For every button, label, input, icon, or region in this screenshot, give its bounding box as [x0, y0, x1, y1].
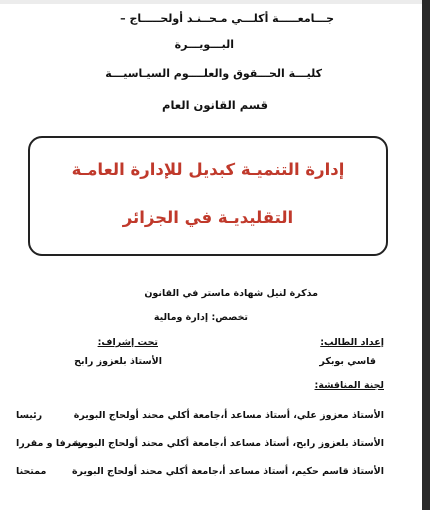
committee-member-role: رئيسا: [16, 410, 43, 421]
committee-member-name: الأستاذ قاسم حكيم، أستاذ مساعد أ،جامعة أكلي محند أولحاج البويرة: [71, 466, 384, 477]
faculty-name: كليـــة الحـــقوق والعلــــوم السيـاسيـــة: [105, 67, 322, 80]
student-label: إعداد الطالب:: [320, 337, 384, 348]
thesis-title-line-1: إدارة التنميـة كبديل للإدارة العامـة: [71, 160, 345, 179]
committee-member-role: مشرفا و مقررا: [16, 438, 88, 449]
title-box: [28, 136, 388, 256]
committee-label: لجنة المناقشة:: [314, 380, 384, 391]
thesis-title-line-2: التقليديـة في الجزائر: [122, 208, 294, 227]
committee-member-name: الأستاذ بلعزوز رابح، أستاذ مساعد أ،جامعة أكلي محند أولحاج البويرة: [73, 438, 384, 449]
city-name: البـــويـــرة: [174, 38, 234, 51]
committee-member-role: ممتحنا: [16, 466, 47, 477]
specialty: تخصص: إدارة ومالية: [153, 312, 248, 323]
student-name: قاسي بوبكر: [319, 356, 376, 367]
department-name: قسم القانون العام: [162, 98, 268, 112]
top-edge: [0, 0, 422, 4]
right-page-edge: [422, 0, 430, 510]
supervisor-label: تحت إشراف:: [97, 337, 158, 348]
supervisor-name: الأستاذ بلعزوز رابح: [74, 356, 162, 367]
degree-note: مذكرة لنيل شهادة ماستر في القانون: [144, 288, 318, 299]
university-name: جـــامعـــــة أكلـــي مـحــنـد أولحـــــاج –: [120, 12, 334, 25]
committee-member-name: الأستاذ معزوز علي، أستاذ مساعد أ،جامعة أكلي محند أولحاج البويرة: [73, 410, 384, 421]
